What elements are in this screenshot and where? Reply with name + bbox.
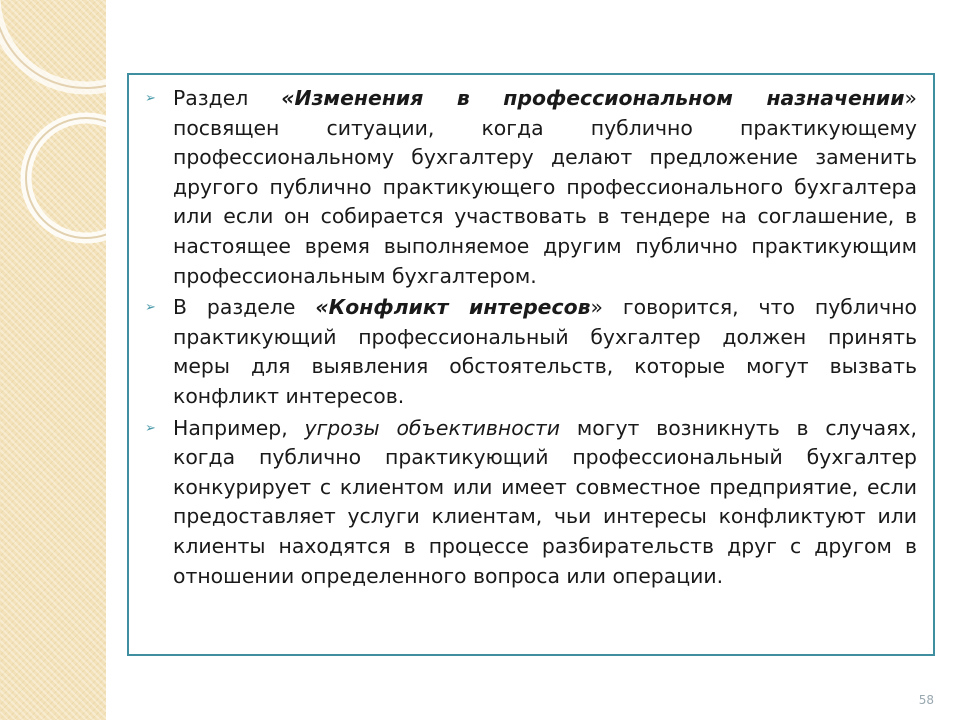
paragraph-objectivity-threats [145, 414, 917, 592]
quote-close: » [904, 86, 917, 110]
paragraph-text: Например, [173, 415, 305, 440]
paragraph-text: могут возникнуть в случаях, когда публично практикующий профессиональный бухгалтер конкурирует с клиентом или имеет совместное предприятие, если предоставляет услуги клиентам, чьи интересы конфликтуют или клиенты находятся в процессе разбирательств друг с другом в отношении определенного вопроса или операции. [173, 415, 917, 588]
quote-open: « [315, 295, 329, 320]
section-title: Изменения в профессиональном назначении [294, 86, 905, 110]
content-box [127, 73, 935, 656]
section-title: Конфликт интересов [328, 295, 591, 320]
paragraph-professional-appointment [145, 84, 917, 291]
quote-open: « [281, 86, 295, 110]
page-number: 58 [918, 693, 934, 707]
emphasized-term: угрозы объективности [304, 415, 561, 440]
arrow-bullet-icon: ➢ [145, 300, 156, 316]
paragraph-text: посвящен ситуации, когда публично практикующему профессиональному бухгалтеру делают предложение заменить другого публично практикующего профессионального бухгалтера или если он собирается участвовать в тендере на соглашение, в настоящее время выполняемое другим публично практикующим профессиональным бухгалтером. [173, 115, 917, 288]
paragraph-text: Раздел [173, 86, 282, 110]
paragraph-text: говорится, что публично практикующий профессиональный бухгалтер должен принять меры для выявления обстоятельств, которые могут вызвать конфликт интересов. [173, 295, 917, 408]
paragraph-conflict-of-interest [145, 293, 917, 411]
arrow-bullet-icon: ➢ [145, 91, 156, 106]
paragraph-text: В разделе [173, 295, 316, 320]
decorative-side-strip [0, 0, 106, 720]
arrow-bullet-icon: ➢ [145, 420, 156, 436]
quote-close: » [590, 295, 603, 320]
decorative-circles [0, 0, 106, 720]
